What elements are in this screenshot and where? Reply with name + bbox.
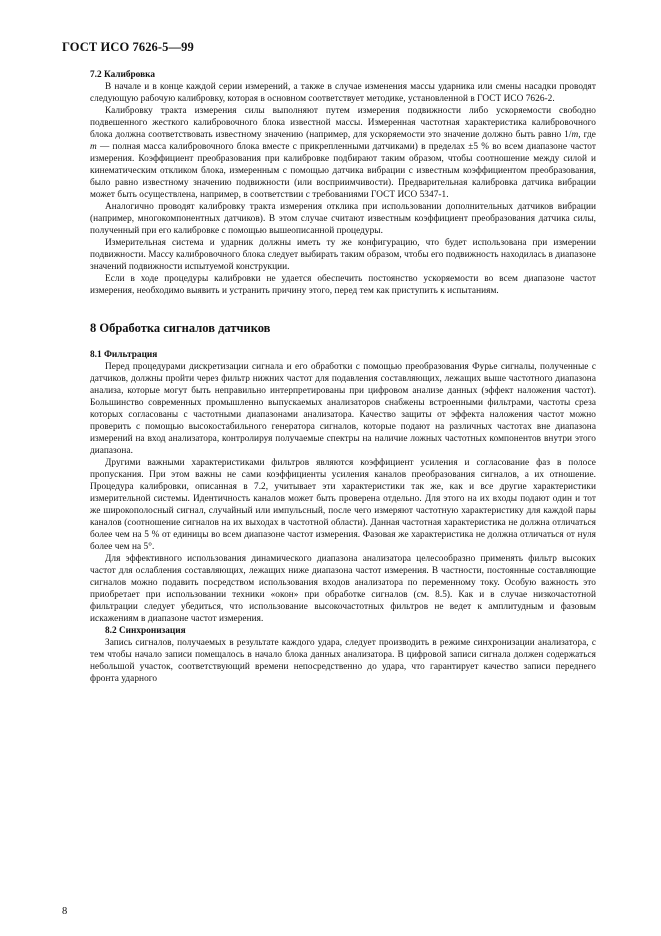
section-8-1-title: 8.1 Фильтрация: [90, 350, 158, 360]
variable-m: m: [571, 130, 579, 140]
text-run: — полная масса калибровочного блока вместе с прикрепленными датчиками) в пределах ±5 % во всем диапазоне частот измерения. Коэффициент преобразования при калибровке подбирают таким образом, чтобы соотношение между силой и кинематическим откликом блока, измеренным с помощью датчика вибрации с известным коэффициентом преобразования, было равно известному значению подвижности (или восприимчивости). Предварительная калибровка датчика вибрации может быть осуществлена, например, в соответствии с требованиями ГОСТ ИСО 5347-1.: [90, 142, 596, 200]
text-run: Калибровку тракта измерения силы выполняют путем измерения подвижности либо ускоряемости свободно подвешенного жесткого калибровочного блока известной массы. Измеренная частотная характеристика калибровочного блока должна соответствовать известному значению (например, для ускоряемости это значение должно быть равно 1/: [90, 106, 596, 140]
section-7-2-paragraph-5: Если в ходе процедуры калибровки не удается обеспечить постоянство ускоряемости во всем диапазоне частот измерения, необходимо выявить и устранить причину этого, перед тем как приступить к испытаниям.: [90, 274, 596, 296]
variable-m: m: [90, 142, 97, 152]
section-7-2-paragraph-1: В начале и в конце каждой серии измерений, а также в случае изменения массы ударника или смены насадки проводят следующую рабочую калибровку, которая в основном соответствует методике, установленной в ГОСТ ИСО 7626-2.: [90, 82, 596, 104]
section-8-1-paragraph-2: Другими важными характеристиками фильтров являются коэффициент усиления и согласование фаз в полосе пропускания. При этом важны не сами коэффициенты усиления каналов преобразования сигналов, а их отношение. Процедура калибровки, описанная в 7.2, учитывает эти характеристики так же, как и все другие характеристики измерительной системы. Идентичность каналов может быть проверена отдельно. Для этого на их входы подают один и тот же широкополосный сигнал, случайный или импульсный, после чего измеряют частотную характеристику для каждой пары каналов (соотношение сигналов на их выходах в частотной области). Данная частотная характеристика не должна отличаться более чем на 5 % от единицы во всем диапазоне частот измерения. Фазовая же характеристика не должна отличаться от нуля более чем на 5°.: [90, 458, 596, 552]
section-8-title: 8 Обработка сигналов датчиков: [90, 321, 271, 335]
section-8-2-title: 8.2 Синхронизация: [105, 626, 186, 636]
document-body: [90, 69, 596, 685]
section-7-2-title: 7.2 Калибровка: [90, 70, 155, 80]
section-8-2-paragraph-1: Запись сигналов, получаемых в результате каждого удара, следует производить в режиме синхронизации анализатора, с тем чтобы начало записи помещалось в начало блока данных анализатора. В цифровой записи сигнала должен содержаться небольшой участок, соответствующий времени непосредственно до удара, что гарантирует качество записи переднего фронта ударного: [90, 638, 596, 684]
page-number: 8: [62, 906, 68, 917]
section-7-2-paragraph-2: [90, 105, 596, 201]
section-7-2-paragraph-3: Аналогично проводят калибровку тракта измерения отклика при использовании дополнительных датчиков вибрации (например, многокомпонентных датчиков). В этом случае считают известным коэффициент преобразования датчика силы, полученный при его калибровке с помощью вышеописанной процедуры.: [90, 202, 596, 236]
section-8-1-paragraph-1: Перед процедурами дискретизации сигнала и его обработки с помощью преобразования Фурье сигналы, полученные с датчиков, должны пройти через фильтр нижних частот для подавления составляющих, лежащих выше частотного диапазона анализа, которые могут быть неправильно интерпретированы при цифровом анализе данных (эффект наложения частот). Большинство современных промышленно выпускаемых анализаторов снабжены встроенными фильтрами, частоты среза которых согласованы с частотными диапазонами анализатора. Качество защиты от эффекта наложения частот можно проверить с помощью высокостабильного генератора сигналов, которые подают на различных частотах вне диапазона измерений на вход анализатора, контролируя получаемые спектры на наличие ложных частотных компонентов внутри этого диапазона.: [90, 362, 596, 456]
standard-header: ГОСТ ИСО 7626-5—99: [62, 40, 194, 54]
section-7-2-paragraph-4: Измерительная система и ударник должны иметь ту же конфигурацию, что будет использована при измерении подвижности. Массу калибровочного блока следует выбирать таким образом, чтобы его подвижность находилась в диапазоне значений подвижности испытуемой конструкции.: [90, 238, 596, 272]
text-run: , где: [578, 130, 596, 140]
section-8-1-paragraph-3: Для эффективного использования динамического диапазона анализатора целесообразно применять фильтр высоких частот для ослабления составляющих, лежащих ниже диапазона частот измерения. В частности, постоянные составляющие сигналов можно подавить посредством использования входов анализатора по переменному току. Особую важность это приобретает при использовании техники «окон» при обработке сигналов (см. 8.5). Как и в случае низкочастотной фильтрации следует убедиться, что использование высокочастотных фильтров не ведет к амплитудным и фазовым искажениям в диапазоне частот измерения.: [90, 554, 596, 624]
